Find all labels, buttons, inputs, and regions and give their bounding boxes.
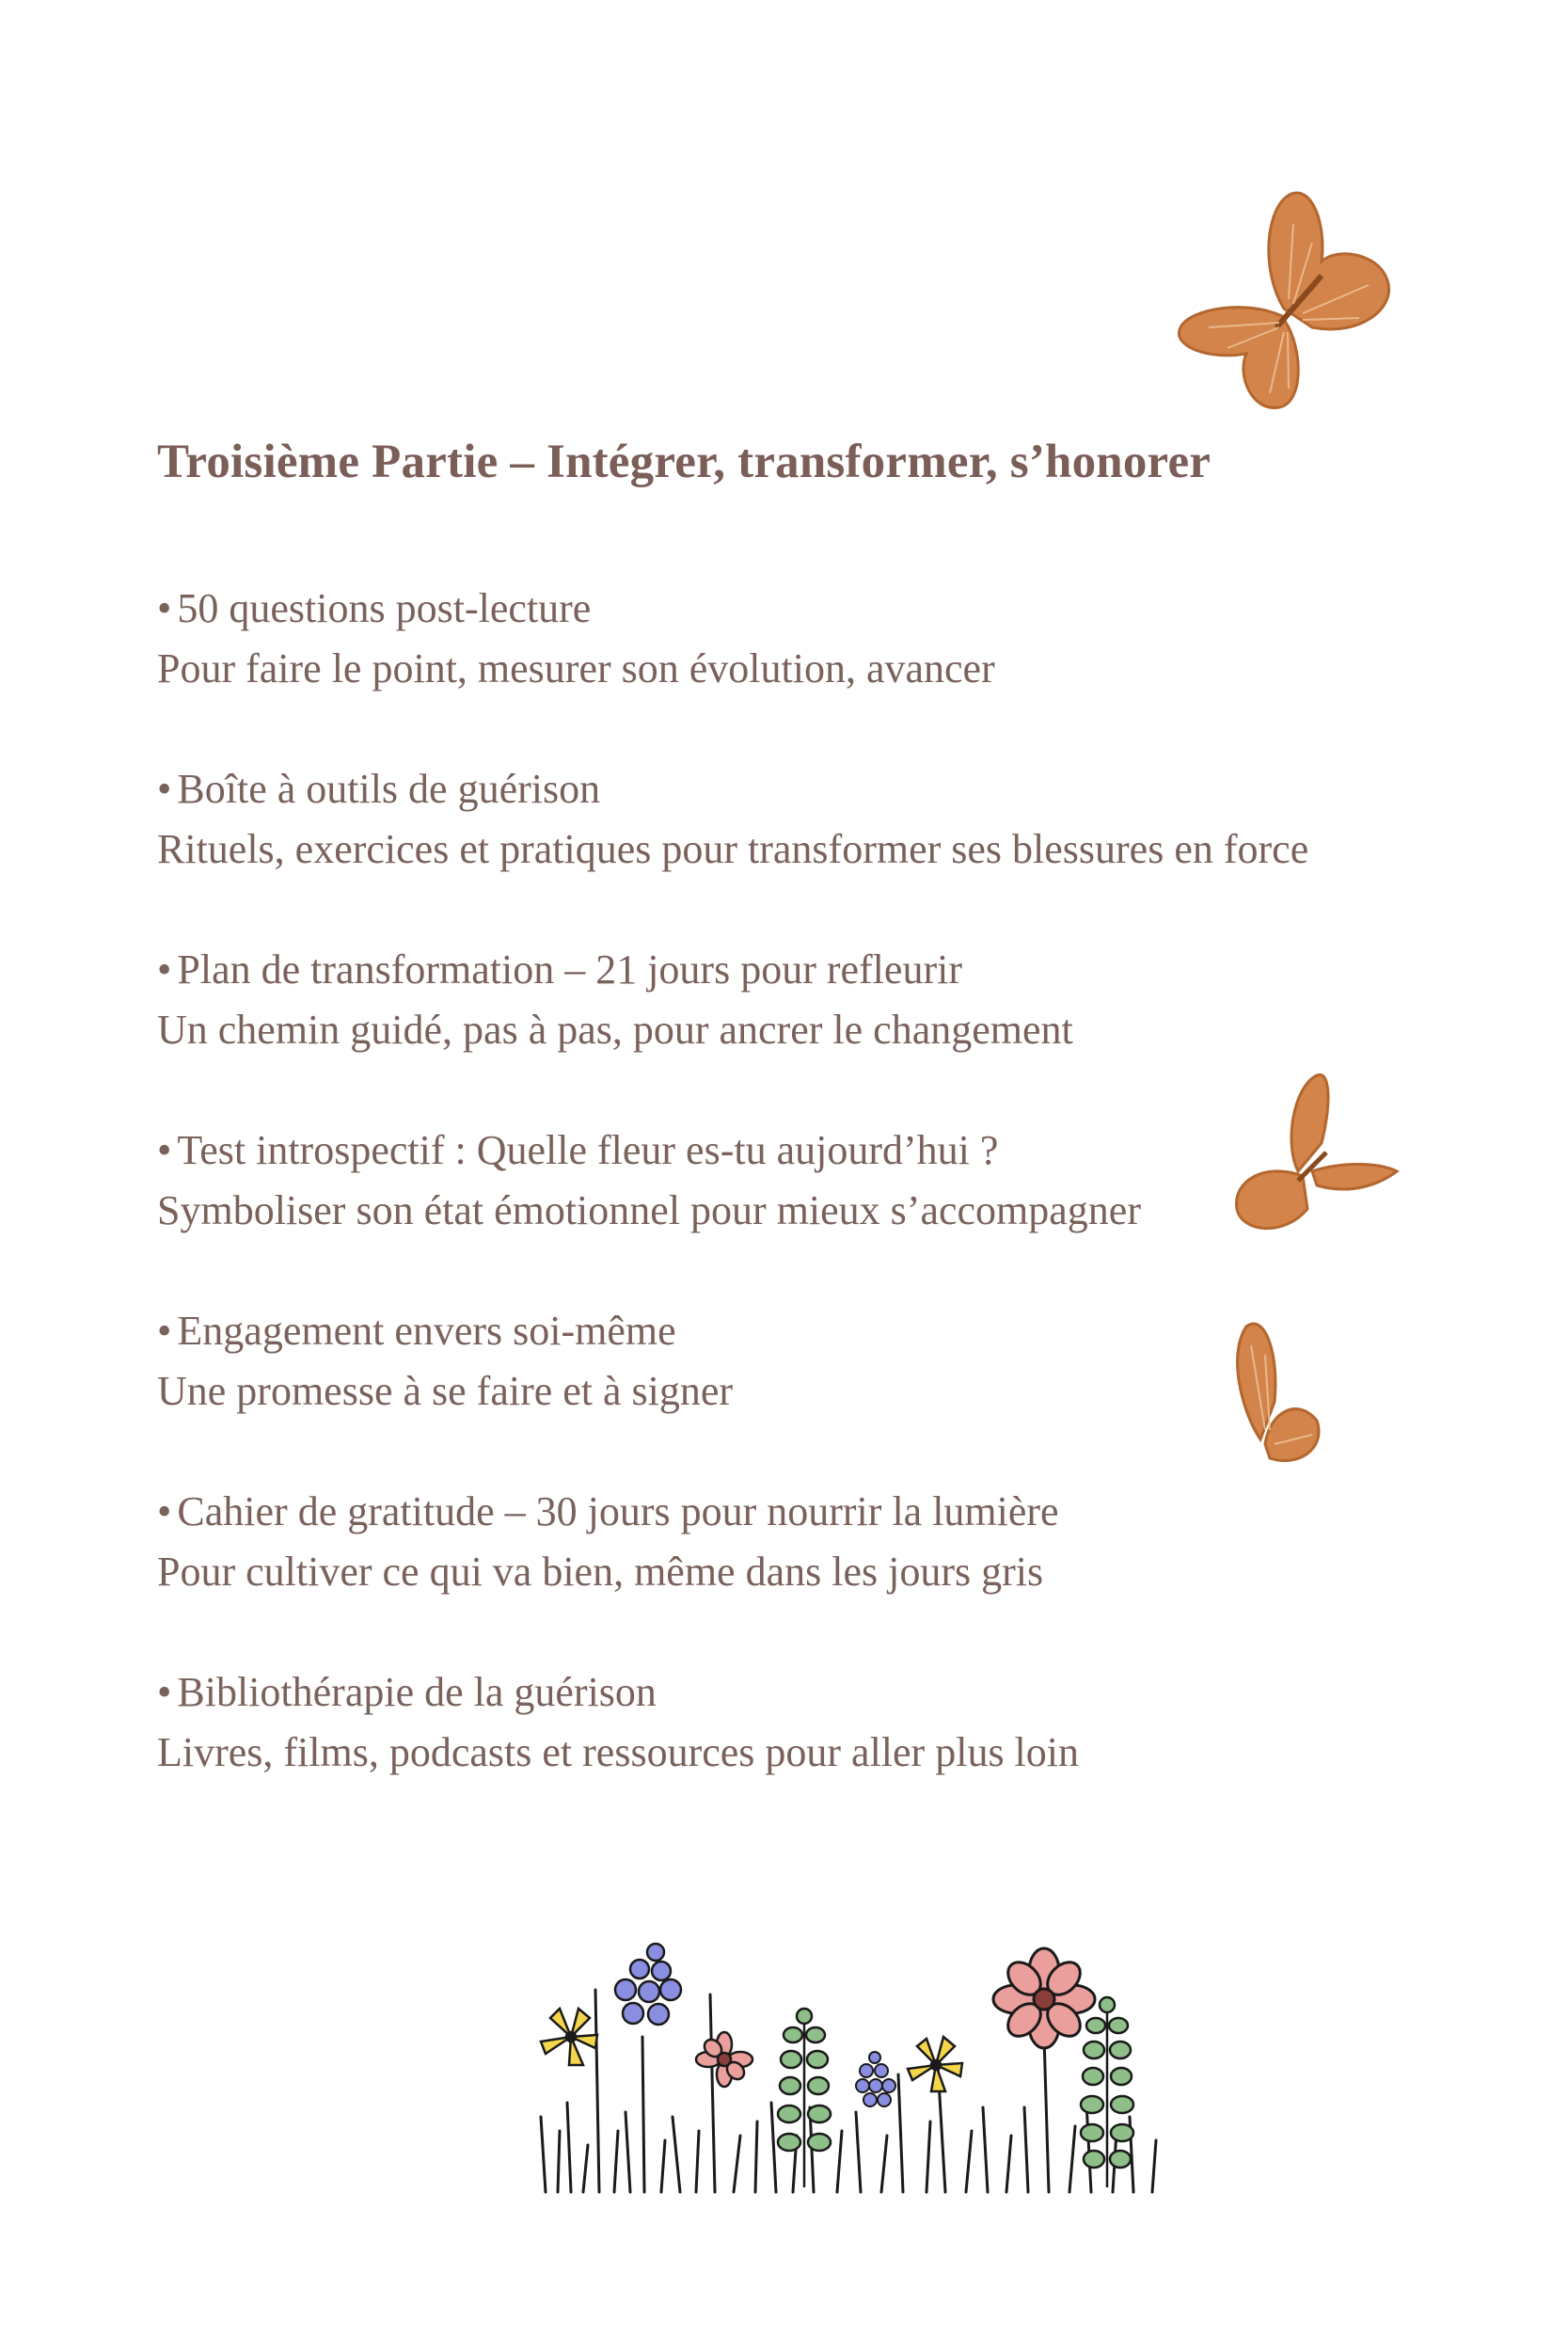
- list-item: [157, 759, 1418, 880]
- item-title-text: Bibliothérapie de la guérison: [177, 1669, 657, 1715]
- bullet: •: [157, 1308, 172, 1354]
- bullet: •: [157, 1127, 172, 1173]
- item-description: Une promesse à se faire et à signer: [157, 1368, 734, 1414]
- bullet: •: [157, 1669, 172, 1715]
- list-item: [157, 1662, 1418, 1783]
- item-description: Pour cultiver ce qui va bien, même dans les jours gris: [157, 1549, 1044, 1595]
- item-description: Livres, films, podcasts et ressources pour aller plus loin: [157, 1729, 1080, 1775]
- page-title: Troisième Partie – Intégrer, transformer, s’honorer: [157, 436, 1212, 488]
- item-title-text: 50 questions post-lecture: [177, 585, 592, 631]
- item-title-text: Engagement envers soi-même: [177, 1308, 676, 1354]
- item-title-text: Boîte à outils de guérison: [177, 766, 601, 812]
- bullet: •: [157, 585, 172, 631]
- item-description: Pour faire le point, mesurer son évolution, avancer: [157, 645, 995, 691]
- item-title: [157, 579, 1418, 639]
- item-title: [157, 759, 1418, 819]
- item-title-text: Cahier de gratitude – 30 jours pour nourrir la lumière: [177, 1488, 1059, 1534]
- item-title: [157, 1662, 1418, 1723]
- bullet: •: [157, 1488, 172, 1534]
- item-title: [157, 940, 1418, 1000]
- list-item: [157, 579, 1418, 699]
- wildflowers-illustration: [531, 1933, 1180, 2206]
- butterfly-icon: [1223, 1317, 1326, 1468]
- bullet: •: [157, 946, 172, 993]
- item-title-text: Test introspectif : Quelle fleur es-tu aujourd’hui ?: [177, 1127, 999, 1173]
- butterfly-icon: [1171, 186, 1397, 417]
- item-title-text: Plan de transformation – 21 jours pour refleurir: [177, 946, 962, 993]
- item-title: [157, 1482, 1418, 1542]
- list-item: [157, 940, 1418, 1060]
- item-description: Symboliser son état émotionnel pour mieux s’accompagner: [157, 1187, 1141, 1233]
- bullet: •: [157, 766, 172, 812]
- list-item: [157, 1482, 1418, 1602]
- butterfly-icon: [1227, 1068, 1402, 1242]
- item-description: Un chemin guidé, pas à pas, pour ancrer le changement: [157, 1007, 1073, 1053]
- item-description: Rituels, exercices et pratiques pour transformer ses blessures en force: [157, 826, 1309, 872]
